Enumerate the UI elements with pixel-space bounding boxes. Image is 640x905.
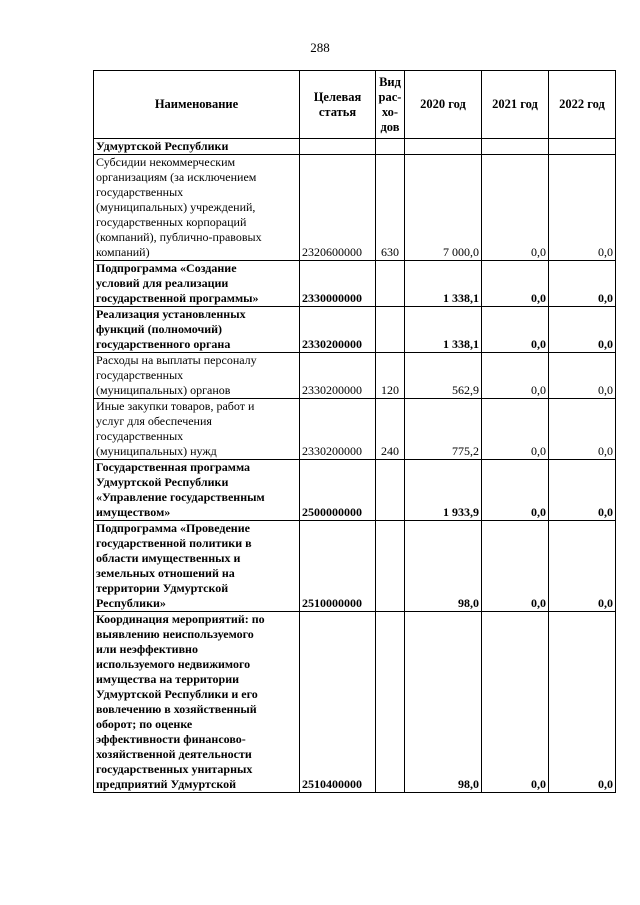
row-value-2020: 1 338,1 <box>405 261 482 307</box>
row-name-line: Государственная программа <box>96 460 251 474</box>
row-name <box>94 353 300 399</box>
row-name-line: оборот; по оценке <box>96 717 193 731</box>
row-name <box>94 155 300 261</box>
row-expense-type <box>376 307 405 353</box>
row-name-line: Удмуртской Республики <box>96 475 229 489</box>
row-target-code <box>300 139 376 155</box>
row-name <box>94 261 300 307</box>
row-value-2020 <box>405 139 482 155</box>
row-value-2022: 0,0 <box>549 353 616 399</box>
row-name-line: государственных <box>96 429 184 443</box>
row-name-line: Подпрограмма «Проведение <box>96 521 250 535</box>
row-name-line: функций (полномочий) <box>96 322 223 336</box>
row-name-line: (муниципальных) учреждений, <box>96 200 256 214</box>
row-value-2020: 775,2 <box>405 399 482 460</box>
row-name-line: государственной программы» <box>96 291 259 305</box>
row-value-2021: 0,0 <box>482 261 549 307</box>
row-value-2021: 0,0 <box>482 353 549 399</box>
row-name-line: Реализация установленных <box>96 307 246 321</box>
row-name-line: «Управление государственным <box>96 490 265 504</box>
row-name <box>94 139 300 155</box>
row-target-code: 2510000000 <box>300 521 376 612</box>
table-row <box>94 261 616 307</box>
table-row <box>94 521 616 612</box>
row-name-line: услуг для обеспечения <box>96 414 212 428</box>
row-name-line: государственных <box>96 368 184 382</box>
row-name-line: эффективности финансово- <box>96 732 246 746</box>
row-expense-type: 240 <box>376 399 405 460</box>
header-type-line: Вид <box>379 74 401 89</box>
row-name-line: (муниципальных) нужд <box>96 444 217 458</box>
table-row <box>94 460 616 521</box>
row-value-2021: 0,0 <box>482 155 549 261</box>
row-name-line: или неэффективно <box>96 642 198 656</box>
row-value-2022: 0,0 <box>549 399 616 460</box>
row-name-line: хозяйственной деятельности <box>96 747 252 761</box>
header-2022: 2022 год <box>549 71 616 139</box>
row-name-line: Подпрограмма «Создание <box>96 261 237 275</box>
row-value-2022: 0,0 <box>549 155 616 261</box>
header-target-line: статья <box>318 104 357 119</box>
row-name-line: земельных отношений на <box>96 566 235 580</box>
row-name-line: Удмуртской Республики и его <box>96 687 258 701</box>
row-expense-type <box>376 460 405 521</box>
row-target-code: 2330200000 <box>300 353 376 399</box>
row-name-line: Иные закупки товаров, работ и <box>96 399 255 413</box>
row-expense-type: 630 <box>376 155 405 261</box>
row-name <box>94 460 300 521</box>
row-target-code: 2500000000 <box>300 460 376 521</box>
header-type <box>376 71 405 139</box>
row-name-line: территории Удмуртской <box>96 581 229 595</box>
row-name-line: условий для реализации <box>96 276 229 290</box>
table-row <box>94 612 616 793</box>
row-name-line: государственного органа <box>96 337 231 351</box>
row-name-line: Республики» <box>96 596 166 610</box>
table-row <box>94 139 616 155</box>
row-name <box>94 521 300 612</box>
row-expense-type <box>376 612 405 793</box>
row-expense-type <box>376 139 405 155</box>
row-name <box>94 612 300 793</box>
row-name-line: (муниципальных) органов <box>96 383 231 397</box>
row-name-line: Субсидии некоммерческим <box>96 155 236 169</box>
row-name <box>94 399 300 460</box>
row-target-code: 2320600000 <box>300 155 376 261</box>
row-name-line: вовлечению в хозяйственный <box>96 702 257 716</box>
row-name-line: государственных корпораций <box>96 215 247 229</box>
table-header-row <box>94 71 616 139</box>
row-name-line: предприятий Удмуртской <box>96 777 236 791</box>
row-value-2021: 0,0 <box>482 460 549 521</box>
row-name-line: Расходы на выплаты персоналу <box>96 353 257 367</box>
row-name-line: государственных унитарных <box>96 762 253 776</box>
row-target-code: 2330000000 <box>300 261 376 307</box>
row-name-line: области имущественных и <box>96 551 241 565</box>
row-value-2020: 98,0 <box>405 521 482 612</box>
row-value-2021 <box>482 139 549 155</box>
header-target-line: Целевая <box>313 89 362 104</box>
row-value-2022: 0,0 <box>549 612 616 793</box>
budget-table <box>93 70 616 793</box>
table-row <box>94 399 616 460</box>
row-value-2022: 0,0 <box>549 521 616 612</box>
table-row <box>94 155 616 261</box>
header-type-line: хо- <box>381 104 399 119</box>
row-name-line: компаний) <box>96 245 150 259</box>
header-target <box>300 71 376 139</box>
row-name-line: используемого недвижимого <box>96 657 251 671</box>
row-name-line: организациям (за исключением <box>96 170 257 184</box>
row-name-line: выявлению неиспользуемого <box>96 627 254 641</box>
header-type-line: рас- <box>378 89 402 104</box>
row-value-2020: 98,0 <box>405 612 482 793</box>
table-row <box>94 307 616 353</box>
row-value-2022 <box>549 139 616 155</box>
row-expense-type: 120 <box>376 353 405 399</box>
row-expense-type <box>376 261 405 307</box>
row-expense-type <box>376 521 405 612</box>
table-row <box>94 353 616 399</box>
header-2021: 2021 год <box>482 71 549 139</box>
row-name-line: Координация мероприятий: по <box>96 612 265 626</box>
row-value-2021: 0,0 <box>482 612 549 793</box>
header-type-line: дов <box>380 119 400 134</box>
row-value-2022: 0,0 <box>549 261 616 307</box>
row-value-2020: 562,9 <box>405 353 482 399</box>
row-value-2020: 1 933,9 <box>405 460 482 521</box>
row-value-2020: 7 000,0 <box>405 155 482 261</box>
row-value-2022: 0,0 <box>549 307 616 353</box>
row-value-2021: 0,0 <box>482 307 549 353</box>
row-name-line: имуществом» <box>96 505 171 519</box>
header-name: Наименование <box>94 71 300 139</box>
row-name-line: государственных <box>96 185 184 199</box>
row-target-code: 2510400000 <box>300 612 376 793</box>
row-target-code: 2330200000 <box>300 307 376 353</box>
row-name <box>94 307 300 353</box>
row-name-line: государственной политики в <box>96 536 252 550</box>
row-name-line: Удмуртской Республики <box>96 139 229 153</box>
page-number: 288 <box>310 40 330 55</box>
row-value-2021: 0,0 <box>482 399 549 460</box>
row-value-2022: 0,0 <box>549 460 616 521</box>
header-2020: 2020 год <box>405 71 482 139</box>
row-value-2021: 0,0 <box>482 521 549 612</box>
row-target-code: 2330200000 <box>300 399 376 460</box>
row-name-line: имущества на территории <box>96 672 240 686</box>
row-value-2020: 1 338,1 <box>405 307 482 353</box>
row-name-line: (компаний), публично-правовых <box>96 230 262 244</box>
